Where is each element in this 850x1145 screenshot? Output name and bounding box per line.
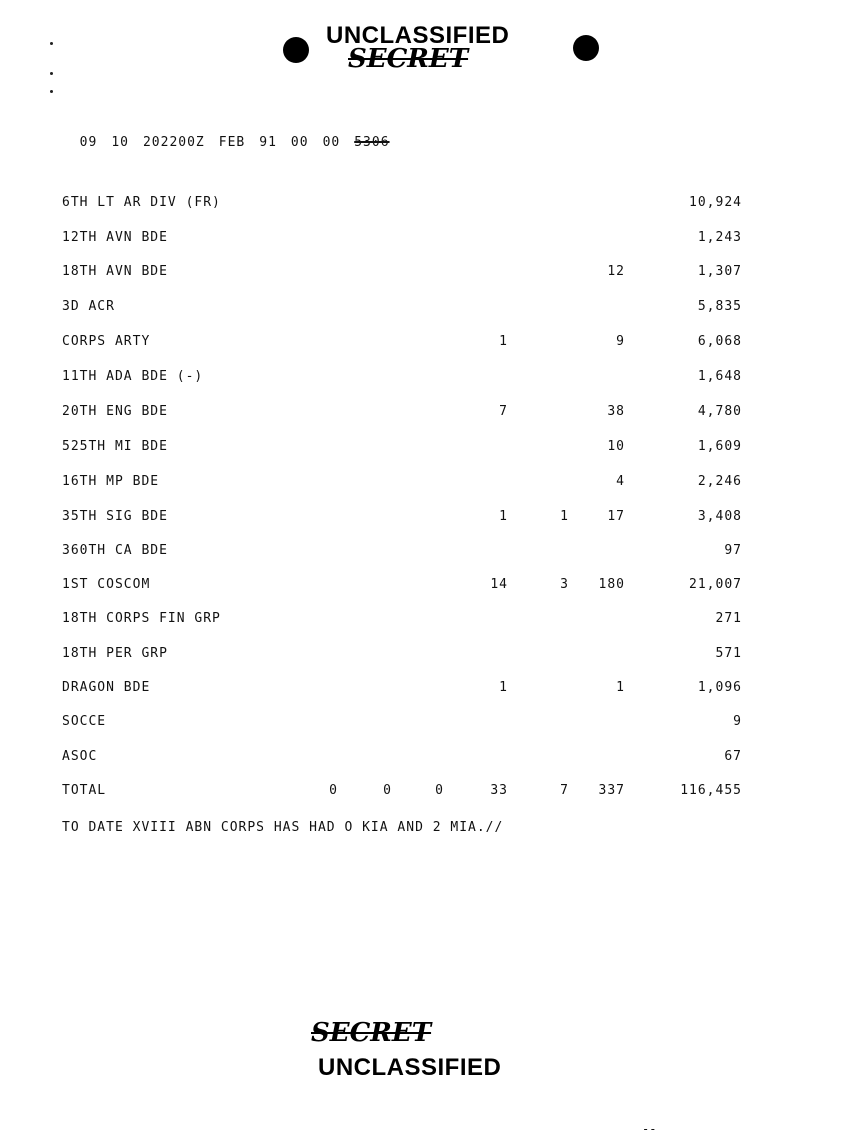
value-cell: 38 (607, 404, 625, 419)
value-cell: 12 (607, 264, 625, 279)
value-cell: 1 (616, 680, 625, 695)
strength-cell: 2,246 (697, 474, 742, 489)
value-cell: 9 (616, 334, 625, 349)
strength-cell: 1,307 (697, 264, 742, 279)
table-row (0, 749, 850, 769)
unit-name: ASOC (62, 749, 98, 764)
value-cell: 1 (499, 509, 508, 524)
value-cell: 7 (499, 404, 508, 419)
strength-cell: 571 (715, 646, 742, 661)
strength-cell: 1,096 (697, 680, 742, 695)
unit-name: 18TH PER GRP (62, 646, 168, 661)
margin-speck (50, 90, 53, 93)
table-row (0, 439, 850, 459)
strength-cell: 9 (733, 714, 742, 729)
header-field: 09 (79, 135, 98, 150)
header-field: FEB (218, 135, 246, 150)
table-row (0, 474, 850, 494)
value-cell: 180 (598, 577, 625, 592)
total-row (0, 783, 850, 803)
strength-cell: 1,243 (697, 230, 742, 245)
strength-cell: 3,408 (697, 509, 742, 524)
value-cell: 17 (607, 509, 625, 524)
unit-name: SOCCE (62, 714, 107, 729)
table-row (0, 264, 850, 284)
total-cell: 33 (490, 783, 508, 798)
strength-cell: 67 (724, 749, 742, 764)
header-field: 91 (259, 135, 277, 150)
total-cell: 0 (329, 783, 338, 798)
strength-cell: 21,007 (689, 577, 742, 592)
table-row (0, 680, 850, 700)
message-header (62, 120, 404, 150)
strength-cell: 10,924 (689, 195, 742, 210)
value-cell: 1 (499, 334, 508, 349)
total-cell: 337 (598, 783, 625, 798)
unit-name: 11TH ADA BDE (-) (62, 369, 204, 384)
unit-name: 360TH CA BDE (62, 543, 168, 558)
unit-name: 1ST COSCOM (62, 577, 151, 592)
table-row (0, 611, 850, 631)
value-cell: 3 (560, 577, 569, 592)
margin-speck (50, 72, 53, 75)
table-row (0, 646, 850, 666)
total-cell: 7 (560, 783, 569, 798)
punch-hole-left (283, 37, 309, 63)
header-field: 202200Z (142, 135, 205, 150)
table-row (0, 299, 850, 319)
total-label: TOTAL (62, 783, 107, 798)
total-cell: 0 (383, 783, 392, 798)
table-row (0, 404, 850, 424)
table-row (0, 334, 850, 354)
page-mark: -- (642, 1122, 657, 1136)
table-row (0, 369, 850, 389)
value-cell: 14 (490, 577, 508, 592)
value-cell: 1 (560, 509, 569, 524)
value-cell: 10 (607, 439, 625, 454)
table-row (0, 577, 850, 597)
table-row (0, 543, 850, 563)
header-field: 00 (290, 135, 309, 150)
strength-cell: 271 (715, 611, 742, 626)
total-cell: 0 (435, 783, 444, 798)
strength-cell: 1,648 (697, 369, 742, 384)
unit-name: DRAGON BDE (62, 680, 151, 695)
struck-classification-bottom: SECRET (311, 1018, 432, 1048)
total-strength-cell: 116,455 (680, 783, 742, 798)
header-field-struck: 5306 (354, 135, 390, 150)
unit-name: 18TH CORPS FIN GRP (62, 611, 221, 626)
strength-cell: 1,609 (697, 439, 742, 454)
table-row (0, 714, 850, 734)
margin-speck (50, 42, 53, 45)
value-cell: 1 (499, 680, 508, 695)
strength-cell: 4,780 (697, 404, 742, 419)
table-row (0, 230, 850, 250)
struck-classification-top: SECRET (348, 44, 469, 74)
header-field: 10 (111, 135, 129, 150)
unit-name: 35TH SIG BDE (62, 509, 168, 524)
unit-name: 3D ACR (62, 299, 115, 314)
header-field: 00 (322, 135, 341, 150)
unit-name: 525TH MI BDE (62, 439, 168, 454)
classification-bottom: UNCLASSIFIED (318, 1054, 502, 1081)
unit-name: 12TH AVN BDE (62, 230, 168, 245)
punch-hole-right (573, 35, 599, 61)
casualty-summary: TO DATE XVIII ABN CORPS HAS HAD O KIA AND 2 MIA.// (62, 820, 504, 835)
table-row (0, 195, 850, 215)
unit-name: 20TH ENG BDE (62, 404, 168, 419)
strength-cell: 97 (724, 543, 742, 558)
table-row (0, 509, 850, 529)
unit-name: 6TH LT AR DIV (FR) (62, 195, 221, 210)
unit-name: 18TH AVN BDE (62, 264, 168, 279)
unit-name: 16TH MP BDE (62, 474, 160, 489)
value-cell: 4 (616, 474, 625, 489)
strength-cell: 6,068 (697, 334, 742, 349)
strength-cell: 5,835 (697, 299, 742, 314)
unit-name: CORPS ARTY (62, 334, 151, 349)
classification-top: UNCLASSIFIED (326, 22, 510, 49)
